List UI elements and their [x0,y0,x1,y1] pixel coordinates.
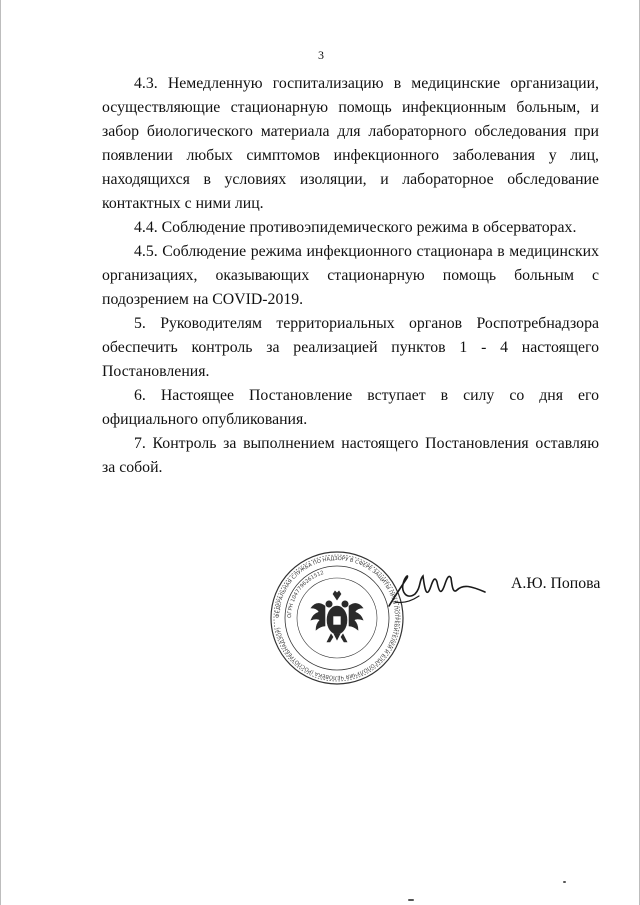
paragraph-4-5 [102,240,599,312]
paragraph-line: осуществляющие стационарную помощь инфекционным больным, и забор [102,99,599,140]
signatory-name: А.Ю. Попова [511,575,601,592]
paragraph-line: 4.5. Соблюдение режима инфекционного стационара в медицинских [134,243,599,260]
paragraph-line: Постановления. [102,363,210,380]
paragraph-line: собой. [119,459,163,476]
seal-inner-text: ОГРН 1047796261512 [286,570,325,619]
paragraph-line: биологического материала для лабораторного обследования при появлении [102,123,600,164]
paragraph-line: любых симптомов инфекционного заболевания у лиц, находящихся в [102,147,599,188]
paragraph-line: 6. Настоящее Постановление вступает в силу со дня его официального [102,387,599,428]
paragraph-line: 4.4. Соблюдение противоэпидемического режима в обсерваторах. [134,219,577,236]
handwritten-signature-icon [385,566,493,614]
paragraph-4-3 [102,72,599,216]
paragraph-line: на COVID-2019. [192,291,304,308]
document-body [102,72,599,480]
paragraph-6 [102,384,599,432]
paragraph-line: опубликования. [202,411,308,428]
paragraph-5 [102,312,599,384]
paragraph-line: обеспечить контроль за реализацией пунктов 1 - 4 настоящего [102,339,599,356]
paragraph-4-4 [102,216,599,240]
paragraph-line: 4.3. Немедленную госпитализацию в медицинские организации, [134,75,599,92]
paragraph-7 [102,432,599,480]
paragraph-line: условиях изоляции, и лабораторное обследование контактных с ними лиц. [102,171,599,212]
scan-speck [408,899,414,901]
paragraph-line: 5. Руководителям территориальных органов Роспотребнадзора [134,315,599,332]
seal-outer-text: ФЕДЕРАЛЬНАЯ СЛУЖБА ПО НАДЗОРУ В СФЕРЕ ЗАЩИТЫ ПРАВ ПОТРЕБИТЕЛЕЙ И БЛАГОПОЛУЧИЯ ЧЕЛОВЕКА (РОСПОТРЕБНАДЗОР) [274,555,400,681]
paragraph-line: организациях, оказывающих стационарную помощь больным с подозрением [102,267,599,308]
scan-speck [563,881,566,883]
page-number: 3 [318,48,324,62]
paragraph-line: 7. Контроль за выполнением настоящего Постановления оставляю за [102,435,599,476]
